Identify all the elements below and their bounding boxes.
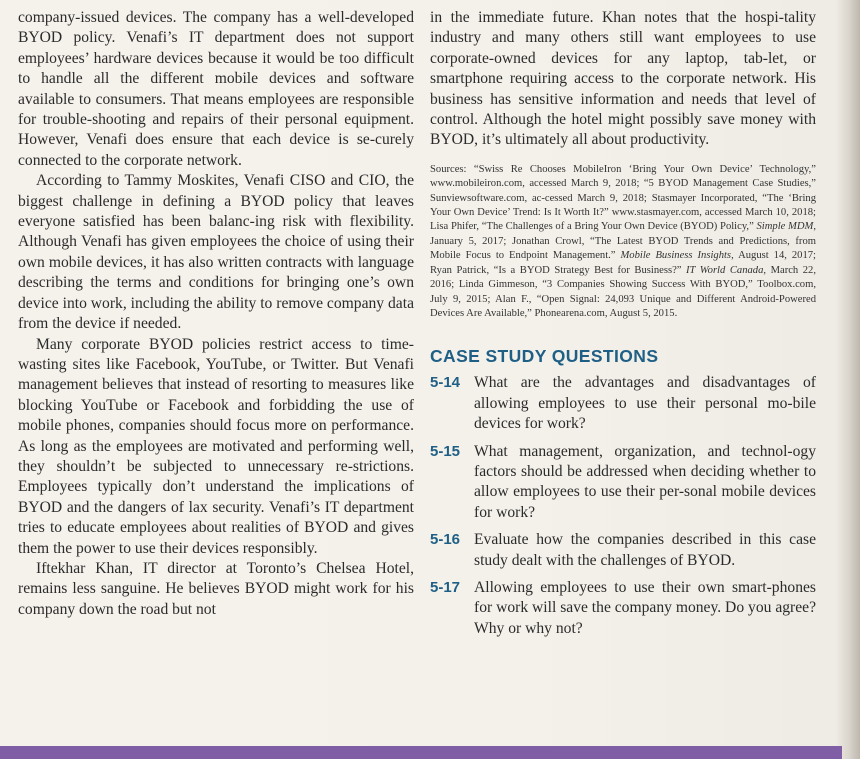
question-text: What management, organization, and technol-ogy factors should be addressed when deciding whether to allow employees to use their per-sonal mobile devices for work? — [474, 442, 816, 521]
question-text: Evaluate how the companies described in this case study dealt with the challenges of BYOD. — [474, 531, 816, 569]
body-paragraph: According to Tammy Moskites, Venafi CISO and CIO, the biggest challenge in defining a BYOD policy that leaves everyone satisfied has been balanc-ing risk with flexibility. Although Venafi has given employees the choice of using their own mobile devices, it has also written contracts with language describing the terms and conditions for bringing one’s own device into work, including the ability to remove company data from the device if needed. — [18, 172, 414, 333]
sources-publication: IT World Canada — [686, 264, 764, 276]
case-question — [430, 578, 816, 639]
sources-text: , January 5, 2017; Jonathan Crowl, “The Latest BYOD Trends and Predictions, from Mobile Focus to Endpoint Management.” — [430, 221, 816, 262]
body-paragraph: company-issued devices. The company has a well-developed BYOD policy. Venafi’s IT department does not support employees’ hardware devices because it would be too difficult to handle all the different mobile devices and software available to consumers. That means employees are responsible for trouble-shooting and repairs of their personal equipment. However, Venafi does ensure that each device is se-curely connected to the corporate network. — [18, 9, 414, 169]
question-text: Allowing employees to use their own smart-phones for work will save the company money. Do you agree? Why or why not? — [474, 578, 816, 637]
sources-text: , March 22, 2016; Linda Gimmeson, “3 Companies Showing Success With BYOD,” Toolbox.com, July 9, 2015; Alan F., “Open Signal: 24,093 Unique and Different Android-Powered Devices Are Available,” Phonearena.com, August 5, 2015. — [430, 264, 816, 319]
question-number: 5-14 — [430, 374, 461, 392]
bottom-color-bar — [0, 746, 842, 759]
body-paragraph: in the immediate future. Khan notes that the hospi-tality industry and many others still want employees to use corporate-owned devices for any laptop, tab-let, or smartphone requiring access to the corporate network. His business has sensitive information and needs that level of control. Although the hotel might possibly save money with BYOD, it’s ultimately all about productivity. — [430, 9, 816, 149]
case-question — [430, 530, 816, 571]
body-paragraph: Iftekhar Khan, IT director at Toronto’s Chelsea Hotel, remains less sanguine. He believes BYOD might work for his company down the road but not — [18, 559, 414, 618]
left-text-column — [18, 8, 414, 620]
case-question — [430, 442, 816, 524]
sources-text: Sources: “Swiss Re Chooses MobileIron ‘Bring Your Own Device’ Technology,” www.mobileiron.com, accessed March 9, 2018; “5 BYOD Management Case Studies,” Sunviewsoftware.com, ac-cessed March 9, 2018; Stasmayer Incorporated, “The ‘Bring Your Own Device’ Trend: Is It Worth It?” www.stasmayer.com, accessed March 10, 2018; Lisa Phifer, “The Challenges of a Bring Your Own Device (BYOD) Policy,” — [430, 163, 816, 233]
question-text: What are the advantages and disadvantages of allowing employees to use their personal mo-bile devices for work? — [474, 374, 816, 433]
right-text-column — [430, 8, 816, 646]
sources-publication: Mobile Business Insights — [620, 250, 732, 262]
question-number: 5-17 — [430, 578, 461, 596]
page-edge-shadow — [836, 0, 860, 759]
sources-note — [430, 163, 816, 321]
question-number: 5-16 — [430, 531, 461, 549]
question-number: 5-15 — [430, 442, 461, 460]
body-paragraph: Many corporate BYOD policies restrict access to time-wasting sites like Facebook, YouTube, or Twitter. But Venafi management believes that instead of resorting to measures like blocking YouTube or Facebook and forbidding the use of mobile phones, companies should focus more on performance. As long as the employees are motivated and performing well, they shouldn’t be subjected to unnecessary re-strictions. Employees typically don’t understand the implications of BYOD and the dangers of lax security. Venafi’s IT department tries to educate employees about realities of BYOD and gives them the power to use their devices responsibly. — [18, 335, 414, 557]
sources-text: , August 14, 2017; Ryan Patrick, “Is a BYOD Strategy Best for Business?” — [430, 250, 817, 276]
case-study-heading: CASE STUDY QUESTIONS — [430, 346, 659, 367]
case-question — [430, 373, 816, 434]
sources-publication: Simple MDM — [756, 221, 814, 233]
